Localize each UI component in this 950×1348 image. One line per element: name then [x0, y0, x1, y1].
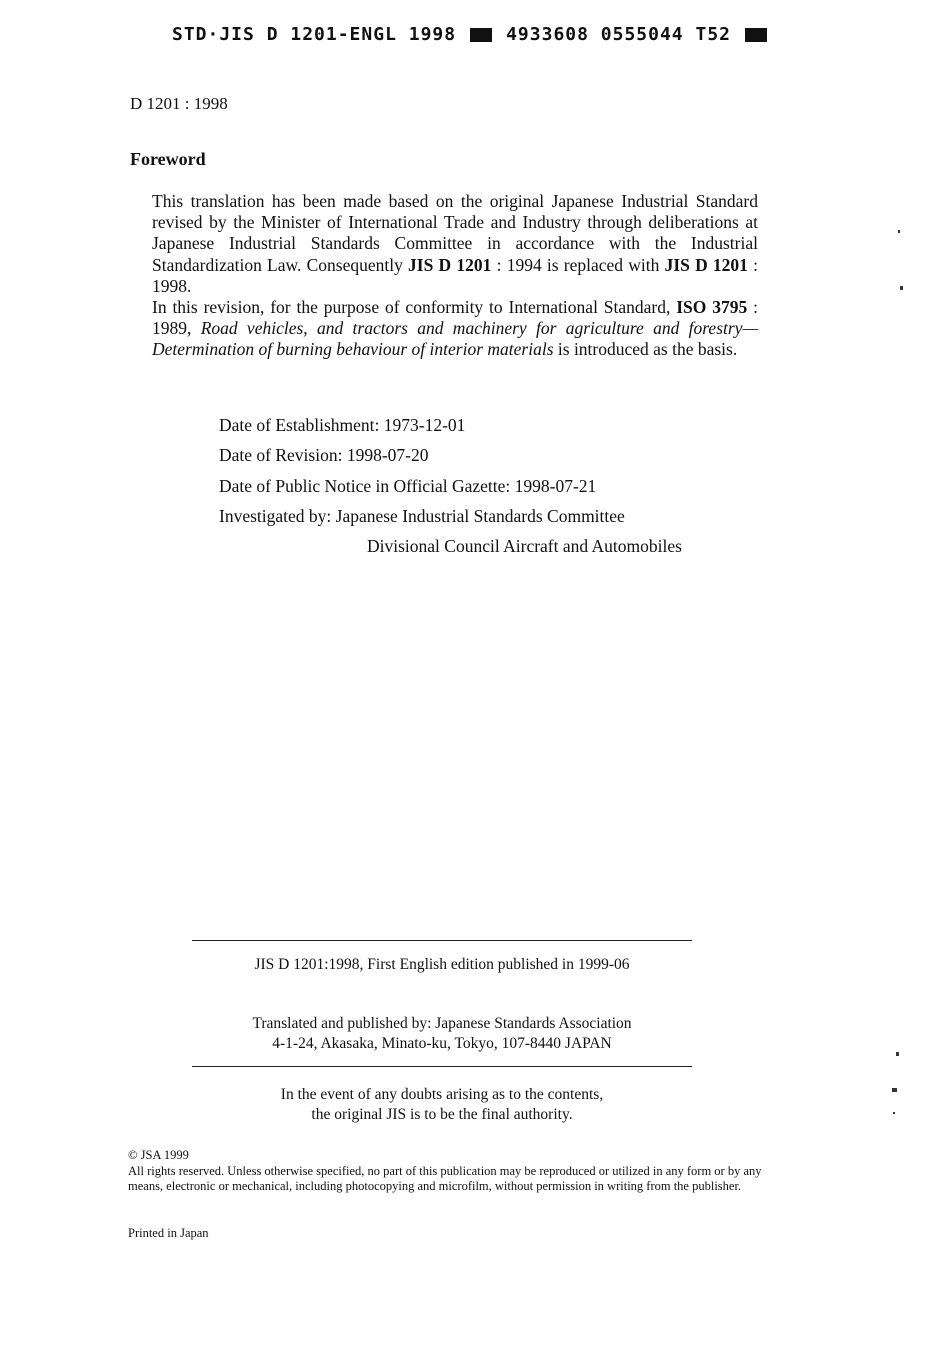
foreword-paragraph-1: [152, 191, 758, 297]
scan-speck: [896, 1052, 899, 1056]
foreword-heading: Foreword: [130, 149, 206, 169]
investigating-council: Divisional Council Aircraft and Automobiles: [367, 536, 682, 557]
header-right-code: 4933608 0555044 T52: [506, 24, 731, 45]
scan-speck: [892, 1088, 897, 1092]
header-left-code: STD·JIS D 1201-ENGL 1998: [172, 24, 457, 45]
scan-speck: [898, 230, 900, 233]
date-public-notice: Date of Public Notice in Official Gazette: 1998-07-21: [219, 475, 597, 496]
printed-in: Printed in Japan: [128, 1226, 209, 1240]
std-reference-old: JIS D 1201: [408, 254, 492, 275]
header-block-mark-end: [745, 28, 767, 42]
dates-block: [219, 410, 682, 561]
date-establishment: Date of Establishment: 1973-12-01: [219, 415, 466, 435]
foreword-body: [152, 191, 758, 361]
divider-bottom: [192, 1066, 692, 1067]
edition-line: JIS D 1201:1998, First English edition published in 1999-06: [254, 956, 630, 973]
foreword-p2-intro: In this revision, for the purpose of conformity to International Standard,: [152, 297, 671, 318]
scan-header-strip: [172, 24, 767, 45]
authority-line-1: In the event of any doubts arising as to the contents,: [280, 1086, 604, 1103]
scan-speck: [893, 1112, 895, 1114]
iso-title: Road vehicles, and tractors and machinery for agriculture and forestry—Determination of burning behaviour of interior materials: [152, 318, 758, 360]
std-new-year: : 1998.: [152, 254, 759, 296]
copyright-block: [128, 1148, 768, 1195]
publisher-address: 4-1-24, Akasaka, Minato-ku, Tokyo, 107-8440 JAPAN: [272, 1035, 612, 1052]
iso-reference: ISO 3795: [676, 297, 748, 318]
rights-statement: All rights reserved. Unless otherwise specified, no part of this publication may be reproduced or utilized in any form or by any means, electronic or mechanical, including photocopying and microfilm, without permission in writing from the publisher.: [128, 1163, 762, 1194]
document-id: D 1201 : 1998: [130, 94, 228, 113]
scan-speck: [900, 286, 903, 290]
publisher-line: Translated and published by: Japanese Standards Association: [252, 1015, 632, 1032]
std-reference-new: JIS D 1201: [664, 254, 748, 275]
copyright-notice: © JSA 1999: [128, 1148, 189, 1162]
foreword-p1-text: This translation has been made based on the original Japanese Industrial Standard revised by the Minister of International Trade and Industry through deliberations at Japanese Industrial Standards Committee in accordance with the Industrial Standardization Law. Consequently: [152, 191, 758, 275]
foreword-p2-end: is introduced as the basis.: [557, 339, 738, 360]
foreword-paragraph-2: [152, 297, 758, 361]
iso-year: : 1989,: [152, 297, 759, 339]
std-old-year: : 1994 is replaced with: [491, 254, 665, 275]
authority-line-2: the original JIS is to be the final authority.: [311, 1106, 573, 1123]
header-block-mark: [470, 28, 492, 42]
investigated-by: Investigated by: Japanese Industrial Standards Committee: [219, 505, 625, 526]
divider-top: [192, 940, 692, 941]
date-revision: Date of Revision: 1998-07-20: [219, 445, 429, 466]
